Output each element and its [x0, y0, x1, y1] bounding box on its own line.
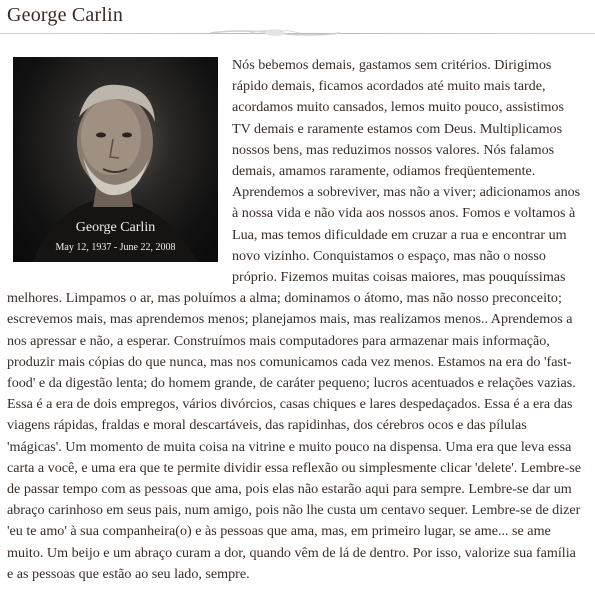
photo-caption-name: George Carlin: [75, 220, 156, 235]
divider-ornament-icon: [210, 27, 340, 39]
photo-caption-dates: May 12, 1937 - June 22, 2008: [55, 242, 176, 253]
portrait-photo: [13, 57, 218, 262]
article-body: Nós bebemos demais, gastamos sem critérios. Dirigimos rápido demais, ficamos acordados até muito mais tarde, acordamos muito cansados, lemos muito pouco, assistimos TV demais e raramente estamos com Deus. Multiplicamos nossos bens, mas reduzimos nossos valores. Nós falamos demais, amamos raramente, odiamos freqüentemente. Aprendemos a sobreviver, mas não a viver; adicionamos anos à nossa vida e não vida aos nossos anos. Fomos e voltamos à Lua, mas temos dificuldade em cruzar a rua e encontrar um novo vizinho. Conquistamos o espaço, mas não o nosso próprio. Fizemos muitas coisas maiores, mas pouquíssimas melhores. Limpamos o ar, mas poluímos a alma; dominamos o átomo, mas não nosso preconceito; escrevemos mais, mas aprendemos menos; planejamos mais, mas realizamos menos.. Aprendemos a nos apressar e não, a esperar. Construímos mais computadores para armazenar mais informação, produzir mais cópias do que nunca, mas nos comunicamos cada vez menos. Estamos na era do 'fast-food' e da digestão lenta; do homem grande, de caráter pequeno; lucros acentuados e relações vazias. Essa é a era de dois empregos, vários divórcios, casas chiques e lares despedaçados. Essa é a era das viagens rápidas, fraldas e moral descartáveis, das rapidinhas, dos cérebros ocos e das pílulas 'mágicas'. Um momento de muita coisa na vitrine e muito pouco na dispensa. Uma era que leva essa carta a você, e uma era que te permite dividir essa reflexão ou simplesmente clicar 'delete'. Lembre-se de passar tempo com as pessoas que ama, pois elas não estarão aqui para sempre. Lembre-se dar um abraço carinhoso em seus pais, num amigo, pois não lhe custa um centavo sequer. Lembre-se de dizer 'eu te amo' à sua companheira(o) e às pessoas que ama, mas, em primeiro lugar, se ame... se ame muito. Um beijo e um abraço curam a dor, quando vêm de lá de dentro. Por isso, valorize sua família e as pessoas que estão ao seu lado, sempre.: [7, 57, 582, 582]
page-title: George Carlin: [7, 4, 124, 26]
header: [0, 0, 595, 40]
article: [7, 55, 585, 585]
